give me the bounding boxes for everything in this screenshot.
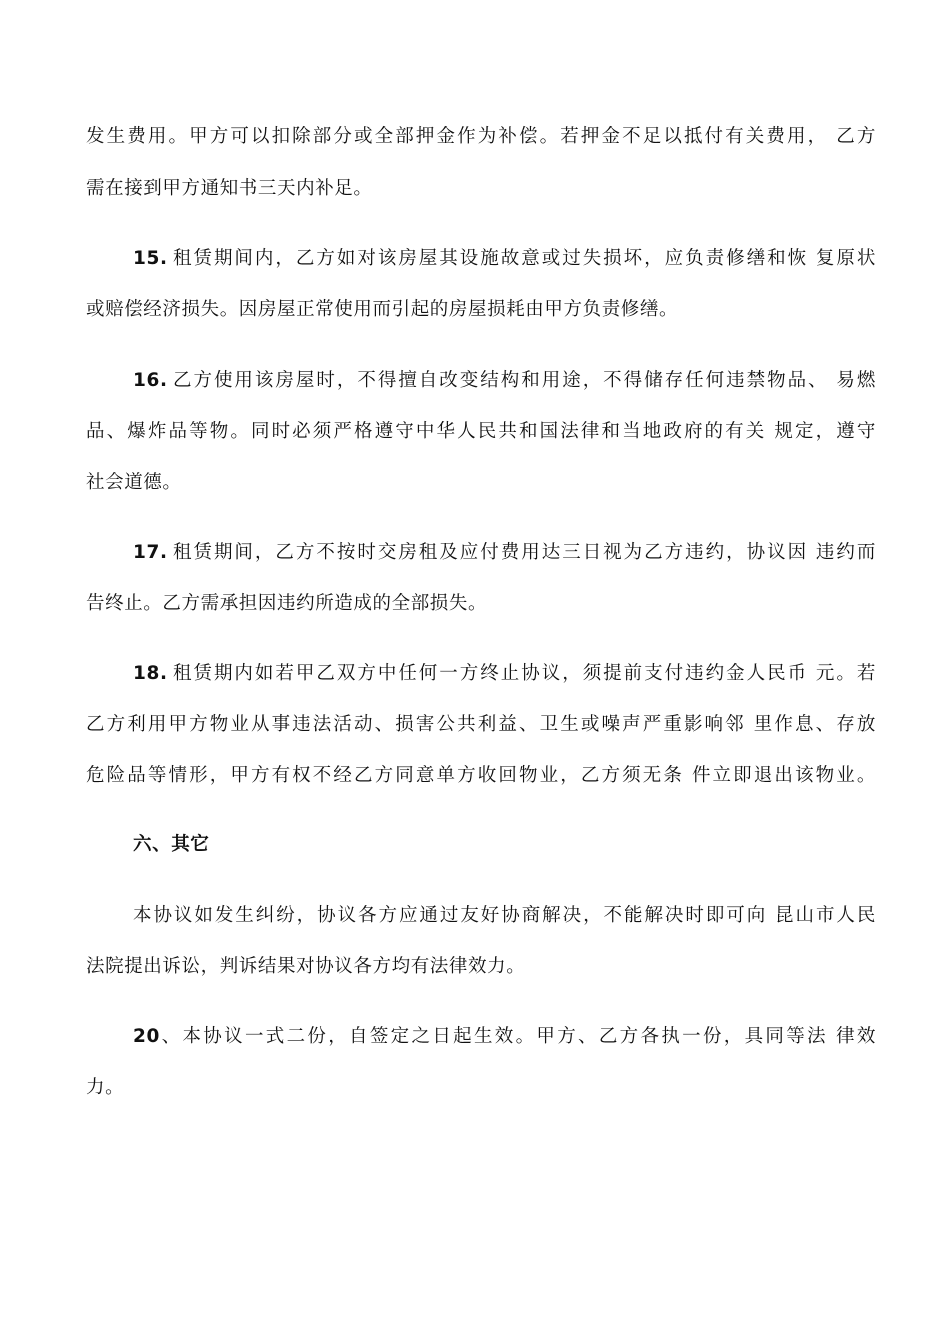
clause-text: 、本协议一式二份，自签定之日起生效。甲方、乙方各执一份，具同等法 律效: [159, 1026, 876, 1047]
clause-number: 20: [133, 1026, 160, 1047]
clause-16-line: 社会道德。: [86, 472, 182, 493]
clause-text: 租赁期间内，乙方如对该房屋其设施故意或过失损坏，应负责修缮和恢 复原状: [171, 248, 876, 269]
clause-17-line: 告终止。乙方需承担因违约所造成的全部损失。: [86, 593, 488, 614]
clause-19-line: 法院提出诉讼，判诉结果对协议各方均有法律效力。: [86, 956, 526, 977]
paragraph-line: 发生费用。甲方可以扣除部分或全部押金作为补偿。若押金不足以抵付有关费用， 乙方: [86, 126, 876, 147]
clause-18-line: 危险品等情形，甲方有权不经乙方同意单方收回物业，乙方须无条 件立即退出该物业。: [86, 765, 876, 786]
clause-15-line: 或赔偿经济损失。因房屋正常使用而引起的房屋损耗由甲方负责修缮。: [86, 299, 679, 320]
clause-number: 17.: [133, 542, 168, 563]
clause-text: 租赁期内如若甲乙双方中任何一方终止协议，须提前支付违约金人民币 元。若: [171, 663, 876, 684]
clause-15-line: [133, 246, 876, 272]
clause-18-line: 乙方利用甲方物业从事违法活动、损害公共利益、卫生或噪声严重影响邻 里作息、存放: [86, 714, 876, 735]
clause-number: 15.: [133, 248, 168, 269]
clause-19-line: 本协议如发生纠纷，协议各方应通过友好协商解决，不能解决时即可向 昆山市人民: [133, 905, 876, 926]
clause-20-line: 力。: [86, 1077, 125, 1098]
clause-text: 乙方使用该房屋时，不得擅自改变结构和用途，不得储存任何违禁物品、 易燃: [171, 370, 876, 391]
clause-16-line: [133, 368, 876, 394]
clause-18-line: [133, 661, 876, 687]
clause-text: 租赁期间，乙方不按时交房租及应付费用达三日视为乙方违约，协议因 违约而: [171, 542, 876, 563]
clause-16-line: 品、爆炸品等物。同时必须严格遵守中华人民共和国法律和当地政府的有关 规定，遵守: [86, 421, 876, 442]
clause-20-line: [133, 1024, 876, 1050]
clause-number: 16.: [133, 370, 168, 391]
clause-17-line: [133, 540, 876, 566]
clause-number: 18.: [133, 663, 168, 684]
paragraph-line: 需在接到甲方通知书三天内补足。: [86, 178, 373, 199]
section-heading: 六、其它: [133, 834, 210, 855]
